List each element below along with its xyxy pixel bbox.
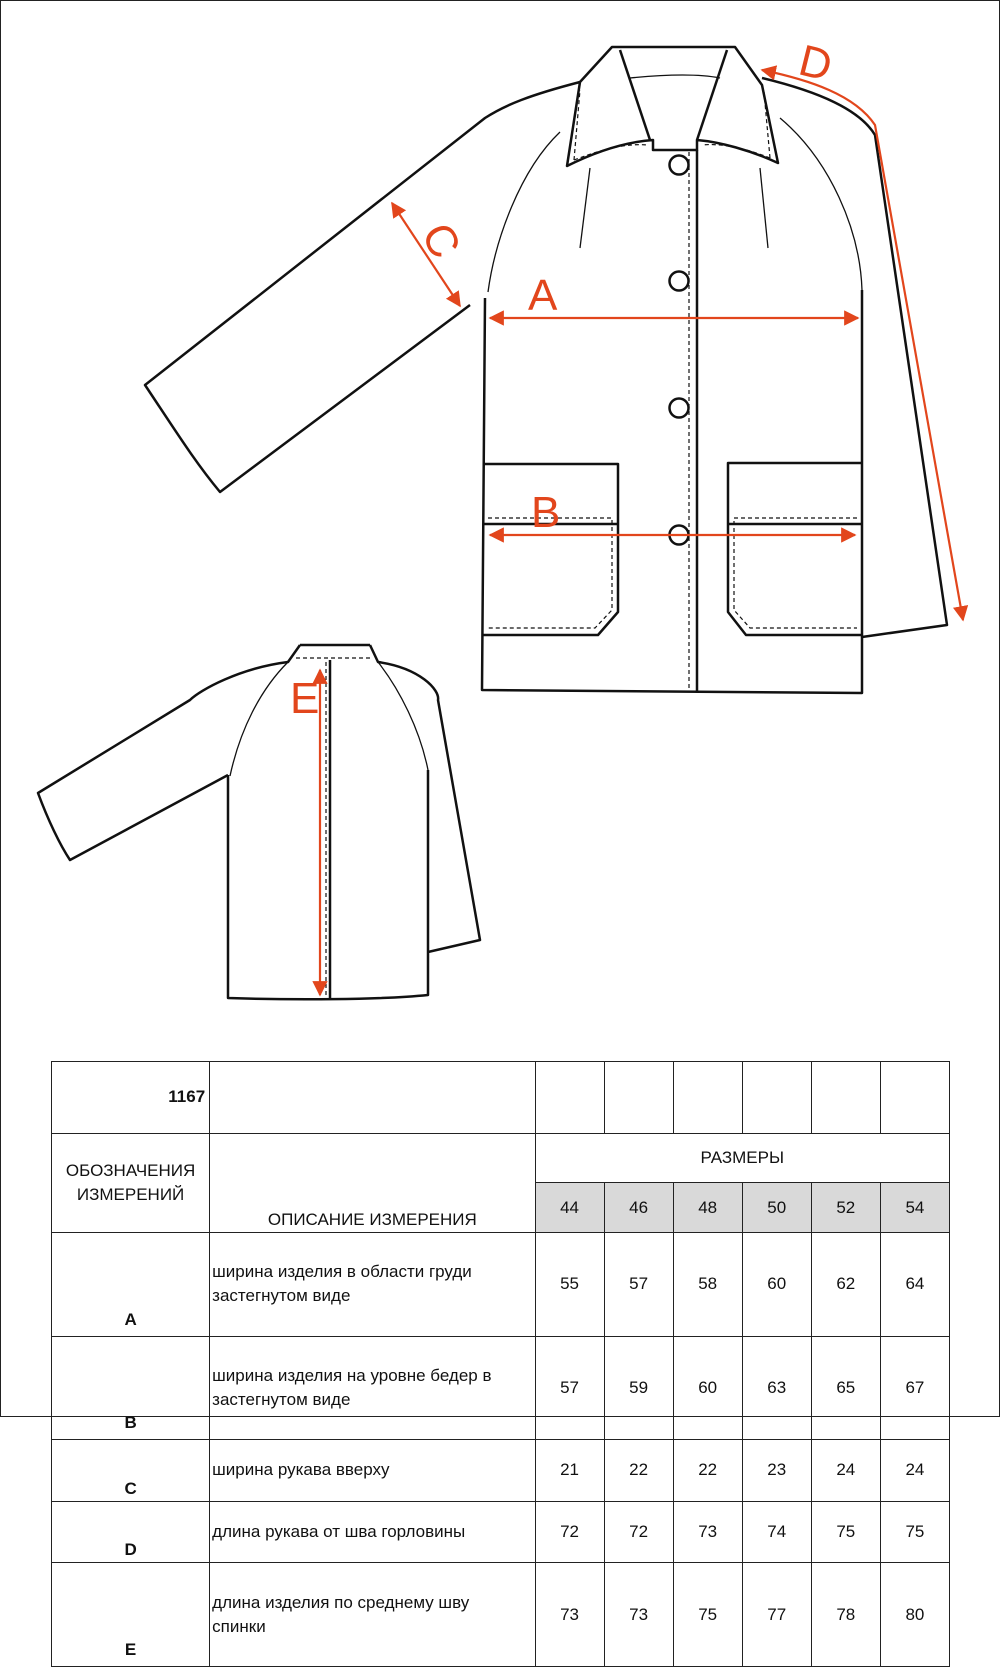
measurement-description: длина изделия по среднему шву спинки — [210, 1563, 535, 1667]
measurement-value: 75 — [673, 1563, 742, 1667]
dimension-label-b: B — [531, 488, 561, 537]
measurement-value: 60 — [742, 1233, 811, 1336]
label-column-header: ОБОЗНАЧЕНИЯ ИЗМЕРЕНИЙ — [52, 1133, 210, 1233]
measurement-value: 58 — [673, 1233, 742, 1336]
measurement-description: ширина изделия в области груди застегнутом виде — [210, 1233, 535, 1336]
measurement-value: 57 — [604, 1233, 673, 1336]
measurement-label: C — [52, 1440, 210, 1502]
description-column-header: ОПИСАНИЕ ИЗМЕРЕНИЯ — [210, 1133, 535, 1233]
size-cell: 46 — [604, 1183, 673, 1233]
measurement-value: 57 — [535, 1336, 604, 1439]
model-code: 1167 — [52, 1062, 210, 1134]
size-cell: 54 — [880, 1183, 949, 1233]
measurement-value: 24 — [811, 1440, 880, 1502]
dimension-lines — [320, 70, 963, 995]
table-row — [52, 1440, 950, 1502]
measurement-value: 72 — [535, 1501, 604, 1563]
measurement-value: 73 — [673, 1501, 742, 1563]
size-cell: 48 — [673, 1183, 742, 1233]
size-chart-table — [51, 1061, 950, 1667]
table-header-row — [52, 1133, 950, 1183]
measurement-value: 59 — [604, 1336, 673, 1439]
measurement-description: длина рукава от шва горловины — [210, 1501, 535, 1563]
jacket-back-sketch — [38, 645, 480, 999]
measurement-value: 67 — [880, 1336, 949, 1439]
table-row — [52, 1336, 950, 1439]
stitch-lines-front — [488, 90, 857, 690]
dimension-label-e: E — [290, 674, 320, 723]
measurement-label: D — [52, 1501, 210, 1563]
measurement-value: 22 — [673, 1440, 742, 1502]
jacket-front-sketch — [145, 47, 947, 693]
measurement-value: 78 — [811, 1563, 880, 1667]
table-title-row — [52, 1062, 950, 1134]
measurement-value: 73 — [535, 1563, 604, 1667]
measurement-value: 65 — [811, 1336, 880, 1439]
size-cell: 50 — [742, 1183, 811, 1233]
measurement-value: 22 — [604, 1440, 673, 1502]
table-row — [52, 1233, 950, 1336]
table-row — [52, 1501, 950, 1563]
measurement-value: 72 — [604, 1501, 673, 1563]
measurement-value: 80 — [880, 1563, 949, 1667]
size-cell: 44 — [535, 1183, 604, 1233]
measurement-value: 75 — [880, 1501, 949, 1563]
size-cell: 52 — [811, 1183, 880, 1233]
measurement-value: 55 — [535, 1233, 604, 1336]
measurement-description: ширина изделия на уровне бедер в застегнутом виде — [210, 1336, 535, 1439]
measurement-description: ширина рукава вверху — [210, 1440, 535, 1502]
measurement-value: 21 — [535, 1440, 604, 1502]
measurement-value: 62 — [811, 1233, 880, 1336]
measurement-value: 23 — [742, 1440, 811, 1502]
measurement-label: B — [52, 1336, 210, 1439]
table-row — [52, 1563, 950, 1667]
dimension-label-d: D — [794, 35, 837, 92]
measurement-value: 24 — [880, 1440, 949, 1502]
measurement-value: 74 — [742, 1501, 811, 1563]
measurement-value: 63 — [742, 1336, 811, 1439]
measurement-label: E — [52, 1563, 210, 1667]
measurement-value: 60 — [673, 1336, 742, 1439]
measurement-value: 77 — [742, 1563, 811, 1667]
measurement-label: A — [52, 1233, 210, 1336]
measurement-value: 75 — [811, 1501, 880, 1563]
measurement-value: 73 — [604, 1563, 673, 1667]
dimension-label-c: C — [411, 215, 471, 267]
measurement-value: 64 — [880, 1233, 949, 1336]
dimension-label-a: A — [528, 271, 558, 320]
sizes-header: РАЗМЕРЫ — [535, 1133, 949, 1183]
